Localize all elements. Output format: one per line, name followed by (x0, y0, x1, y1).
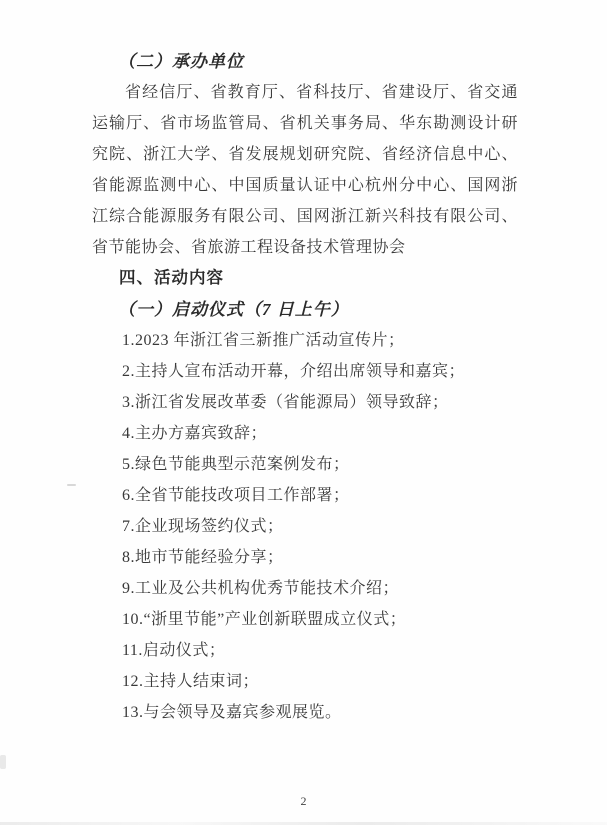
agenda-item-9: 9.工业及公共机构优秀节能技术介绍； (122, 580, 400, 597)
agenda-item-3: 3.浙江省发展改革委（省能源局）领导致辞； (122, 394, 449, 411)
agenda-item-8: 8.地市节能经验分享； (122, 549, 284, 566)
agenda-item-11: 11.启动仪式； (122, 642, 226, 659)
agenda-item-12: 12.主持人结束词； (122, 673, 260, 690)
agenda-item-5: 5.绿色节能典型示范案例发布； (122, 456, 350, 473)
scan-edge-noise-left (0, 755, 6, 769)
agenda-item-4: 4.主办方嘉宾致辞； (122, 425, 268, 442)
organizers-paragraph: 省经信厅、省教育厅、省科技厅、省建设厅、省交通运输厅、省市场监管局、省机关事务局、华东勘测设计研究院、浙江大学、省发展规划研究院、省经济信息中心、省能源监测中心、中国质量认证中心杭州分中心、国网浙江综合能源服务有限公司、国网浙江新兴科技有限公司、省节能协会、省旅游工程设备技术管理协会 (92, 84, 518, 256)
agenda-item-7: 7.企业现场签约仪式； (122, 518, 284, 535)
agenda-item-10: 10.“浙里节能”产业创新联盟成立仪式； (122, 611, 407, 628)
agenda-item-13: 13.与会领导及嘉宾参观展览。 (122, 704, 342, 721)
page-number: 2 (300, 794, 307, 808)
agenda-list (92, 325, 518, 728)
document-body (92, 46, 518, 728)
scan-artifact-dash (67, 484, 76, 486)
agenda-item-1: 1.2023 年浙江省三新推广活动宣传片； (122, 332, 405, 349)
agenda-item-6: 6.全省节能技改项目工作部署； (122, 487, 350, 504)
section-heading-organizers: （二）承办单位 (118, 52, 244, 71)
subsection-heading-opening-ceremony: （一）启动仪式（7 日上午） (118, 300, 349, 319)
section-heading-activity-content: 四、活动内容 (119, 269, 224, 287)
agenda-item-2: 2.主持人宣布活动开幕，介绍出席领导和嘉宾； (122, 363, 466, 380)
